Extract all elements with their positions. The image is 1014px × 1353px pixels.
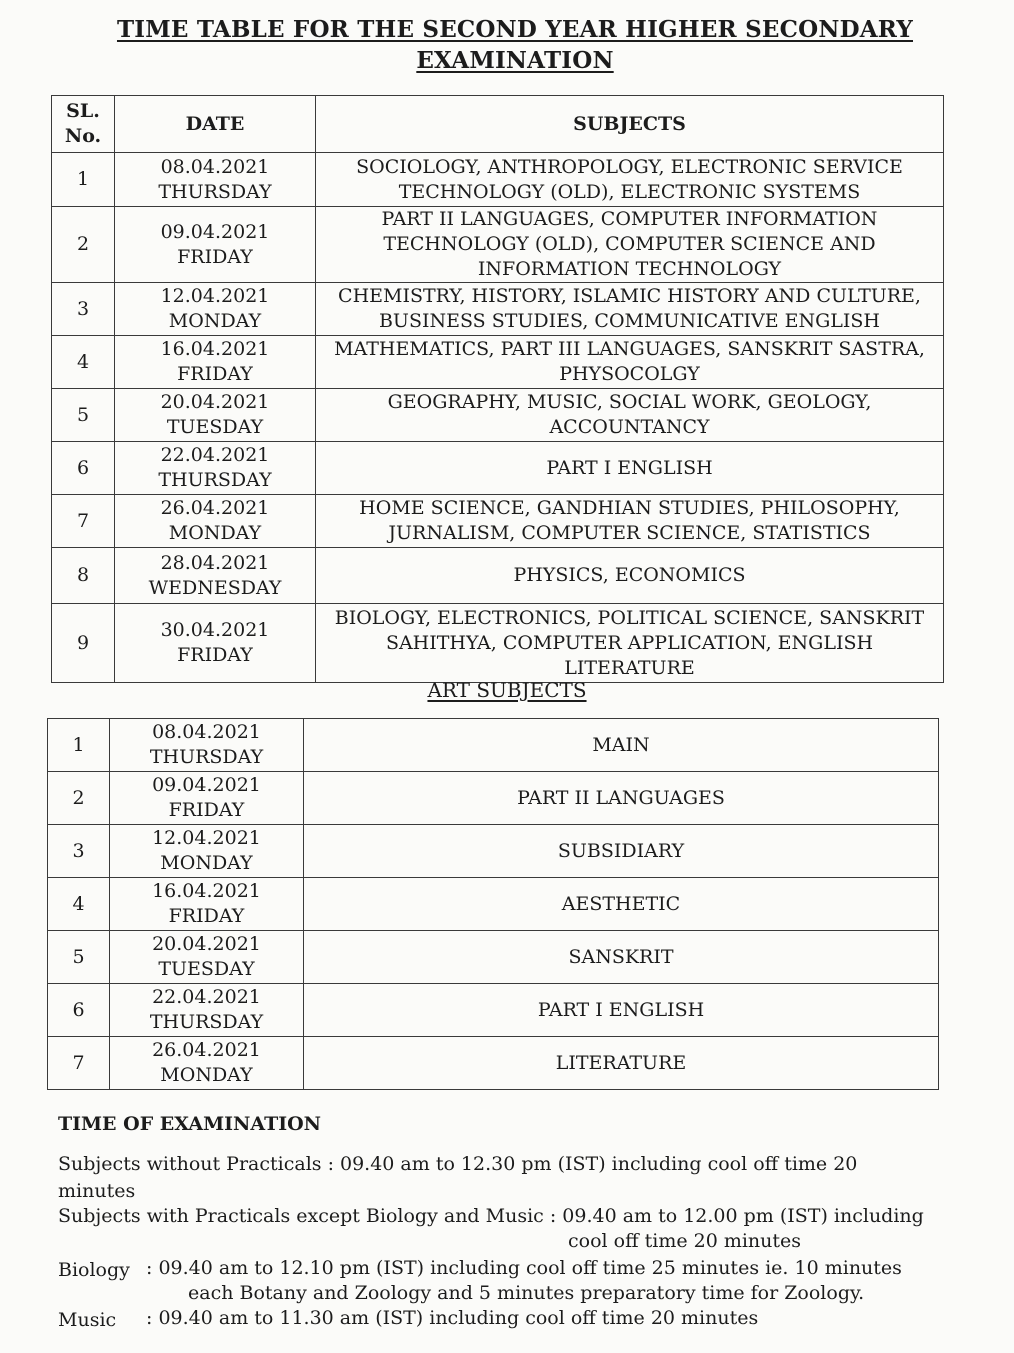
table-row bbox=[48, 984, 939, 1037]
date-cell bbox=[110, 825, 304, 878]
sl-no-cell: 7 bbox=[48, 1037, 110, 1090]
date-value: 26.04.2021 bbox=[152, 1039, 261, 1061]
subjects-cell bbox=[316, 548, 944, 604]
subjects-cell bbox=[316, 336, 944, 389]
table-row bbox=[48, 719, 939, 772]
subjects-line: PHYSOCOLGY bbox=[559, 363, 700, 385]
biology-label: Biology bbox=[58, 1259, 130, 1281]
subjects-line: CHEMISTRY, HISTORY, ISLAMIC HISTORY AND CULTURE, bbox=[338, 285, 921, 307]
day-value: TUESDAY bbox=[166, 416, 264, 438]
table-row bbox=[52, 495, 944, 548]
day-value: MONDAY bbox=[160, 852, 253, 874]
table-row bbox=[52, 604, 944, 683]
day-value: MONDAY bbox=[160, 1064, 253, 1086]
without-practicals-cont: minutes bbox=[58, 1180, 136, 1202]
date-value: 09.04.2021 bbox=[152, 774, 261, 796]
date-value: 28.04.2021 bbox=[160, 551, 270, 574]
subjects-line: LITERATURE bbox=[564, 656, 695, 679]
subjects-line: GEOGRAPHY, MUSIC, SOCIAL WORK, GEOLOGY, bbox=[387, 391, 872, 413]
table-row bbox=[52, 153, 944, 207]
subjects-cell bbox=[316, 389, 944, 442]
day-value: MONDAY bbox=[168, 522, 262, 544]
day-value: FRIDAY bbox=[168, 905, 245, 927]
table-header-row bbox=[52, 96, 944, 153]
biology-time: : 09.40 am to 12.10 pm (IST) including cool off time 25 minutes ie. 10 minutes bbox=[146, 1257, 902, 1279]
subjects-header: SUBJECTS bbox=[316, 96, 944, 153]
table-row bbox=[48, 772, 939, 825]
date-cell bbox=[110, 878, 304, 931]
title-line-2: EXAMINATION bbox=[416, 47, 614, 74]
date-cell bbox=[115, 604, 316, 683]
without-practicals-line: Subjects without Practicals : 09.40 am to 12.30 pm (IST) including cool off time 20 bbox=[58, 1153, 858, 1175]
table-row bbox=[48, 931, 939, 984]
subjects-cell bbox=[316, 283, 944, 336]
date-cell bbox=[115, 283, 316, 336]
subject-cell: SUBSIDIARY bbox=[304, 825, 939, 878]
subjects-line: TECHNOLOGY (OLD), COMPUTER SCIENCE AND bbox=[383, 233, 876, 255]
date-header: DATE bbox=[115, 96, 316, 153]
date-value: 22.04.2021 bbox=[160, 444, 270, 466]
subjects-line: PART I ENGLISH bbox=[546, 456, 713, 479]
sl-no-cell: 1 bbox=[52, 153, 115, 207]
sl-no-cell: 1 bbox=[48, 719, 110, 772]
sl-no-cell: 6 bbox=[52, 442, 115, 495]
date-cell bbox=[115, 442, 316, 495]
subjects-line: TECHNOLOGY (OLD), ELECTRONIC SYSTEMS bbox=[398, 180, 861, 203]
day-value: FRIDAY bbox=[168, 799, 245, 821]
music-time: : 09.40 am to 11.30 am (IST) including cool off time 20 minutes bbox=[146, 1307, 759, 1329]
date-value: 20.04.2021 bbox=[152, 933, 261, 955]
subject-cell: AESTHETIC bbox=[304, 878, 939, 931]
sl-no-cell: 7 bbox=[52, 495, 115, 548]
date-cell bbox=[115, 495, 316, 548]
sl-no-cell: 5 bbox=[48, 931, 110, 984]
subjects-line: ACCOUNTANCY bbox=[549, 416, 710, 438]
subject-cell: SANSKRIT bbox=[304, 931, 939, 984]
table-row bbox=[52, 548, 944, 604]
table-row bbox=[48, 878, 939, 931]
main-table-body bbox=[52, 153, 944, 683]
day-value: FRIDAY bbox=[177, 644, 253, 666]
date-value: 22.04.2021 bbox=[152, 986, 261, 1008]
date-value: 12.04.2021 bbox=[152, 827, 261, 849]
title-line-1: TIME TABLE FOR THE SECOND YEAR HIGHER SECONDARY bbox=[116, 16, 913, 43]
date-cell bbox=[110, 931, 304, 984]
date-cell bbox=[110, 984, 304, 1037]
date-cell bbox=[115, 548, 316, 604]
subjects-line: JURNALISM, COMPUTER SCIENCE, STATISTICS bbox=[388, 522, 871, 544]
date-cell bbox=[110, 719, 304, 772]
main-timetable bbox=[51, 95, 944, 683]
sl-no-cell: 2 bbox=[48, 772, 110, 825]
subject-cell: PART I ENGLISH bbox=[304, 984, 939, 1037]
date-cell bbox=[115, 153, 316, 207]
art-subjects-heading: ART SUBJECTS bbox=[427, 678, 587, 702]
date-value: 30.04.2021 bbox=[160, 619, 270, 641]
day-value: FRIDAY bbox=[177, 245, 253, 268]
subjects-cell bbox=[316, 153, 944, 207]
music-label: Music bbox=[58, 1309, 117, 1331]
sl-no-cell: 8 bbox=[52, 548, 115, 604]
sl-no-cell: 4 bbox=[48, 878, 110, 931]
table-row bbox=[48, 1037, 939, 1090]
art-timetable bbox=[47, 718, 939, 1090]
date-value: 16.04.2021 bbox=[152, 880, 261, 902]
biology-time-cont: each Botany and Zoology and 5 minutes preparatory time for Zoology. bbox=[188, 1282, 865, 1304]
sl-no-cell: 6 bbox=[48, 984, 110, 1037]
date-value: 12.04.2021 bbox=[160, 285, 270, 307]
time-of-examination-heading: TIME OF EXAMINATION bbox=[58, 1113, 322, 1135]
day-value: THURSDAY bbox=[149, 746, 264, 768]
art-table-body bbox=[48, 719, 939, 1090]
subjects-line: PHYSICS, ECONOMICS bbox=[513, 564, 746, 586]
subjects-line: PART II LANGUAGES, COMPUTER INFORMATION bbox=[381, 208, 878, 230]
sl-no-cell: 3 bbox=[48, 825, 110, 878]
sl-no-cell: 4 bbox=[52, 336, 115, 389]
page-title bbox=[110, 14, 920, 76]
date-value: 08.04.2021 bbox=[152, 721, 261, 743]
sl-no-cell: 9 bbox=[52, 604, 115, 683]
day-value: THURSDAY bbox=[149, 1011, 264, 1033]
table-row bbox=[52, 283, 944, 336]
subjects-cell bbox=[316, 604, 944, 683]
day-value: WEDNESDAY bbox=[148, 576, 282, 599]
subject-cell: MAIN bbox=[304, 719, 939, 772]
subjects-line: INFORMATION TECHNOLOGY bbox=[477, 258, 782, 280]
date-value: 16.04.2021 bbox=[160, 338, 270, 360]
subjects-line: HOME SCIENCE, GANDHIAN STUDIES, PHILOSOPHY, bbox=[359, 497, 900, 519]
sl-no-cell: 5 bbox=[52, 389, 115, 442]
day-value: TUESDAY bbox=[158, 958, 255, 980]
subjects-line: BIOLOGY, ELECTRONICS, POLITICAL SCIENCE, SANSKRIT bbox=[334, 606, 925, 629]
subjects-line: SOCIOLOGY, ANTHROPOLOGY, ELECTRONIC SERVICE bbox=[356, 155, 903, 178]
day-value: MONDAY bbox=[168, 310, 262, 332]
table-row bbox=[52, 442, 944, 495]
subjects-cell bbox=[316, 207, 944, 283]
sl-no-cell: 2 bbox=[52, 207, 115, 283]
date-value: 20.04.2021 bbox=[160, 391, 270, 413]
subjects-line: MATHEMATICS, PART III LANGUAGES, SANSKRIT SASTRA, bbox=[334, 338, 925, 360]
with-practicals-cont: cool off time 20 minutes bbox=[568, 1230, 802, 1252]
date-cell bbox=[110, 1037, 304, 1090]
subjects-line: BUSINESS STUDIES, COMMUNICATIVE ENGLISH bbox=[378, 310, 881, 332]
day-value: THURSDAY bbox=[158, 180, 272, 203]
day-value: THURSDAY bbox=[158, 469, 272, 491]
subjects-cell bbox=[316, 495, 944, 548]
date-value: 26.04.2021 bbox=[160, 497, 270, 519]
date-cell bbox=[110, 772, 304, 825]
date-value: 08.04.2021 bbox=[160, 155, 270, 178]
with-practicals-line: Subjects with Practicals except Biology and Music : 09.40 am to 12.00 pm (IST) including bbox=[58, 1205, 924, 1227]
table-row bbox=[48, 825, 939, 878]
table-row bbox=[52, 207, 944, 283]
date-cell bbox=[115, 336, 316, 389]
subjects-line: SAHITHYA, COMPUTER APPLICATION, ENGLISH bbox=[385, 631, 874, 654]
date-cell bbox=[115, 389, 316, 442]
subjects-cell bbox=[316, 442, 944, 495]
subject-cell: LITERATURE bbox=[304, 1037, 939, 1090]
date-value: 09.04.2021 bbox=[160, 220, 270, 243]
subject-cell: PART II LANGUAGES bbox=[304, 772, 939, 825]
sl-no-header: SL. No. bbox=[52, 96, 115, 153]
table-row bbox=[52, 389, 944, 442]
date-cell bbox=[115, 207, 316, 283]
sl-no-cell: 3 bbox=[52, 283, 115, 336]
day-value: FRIDAY bbox=[177, 363, 253, 385]
table-row bbox=[52, 336, 944, 389]
